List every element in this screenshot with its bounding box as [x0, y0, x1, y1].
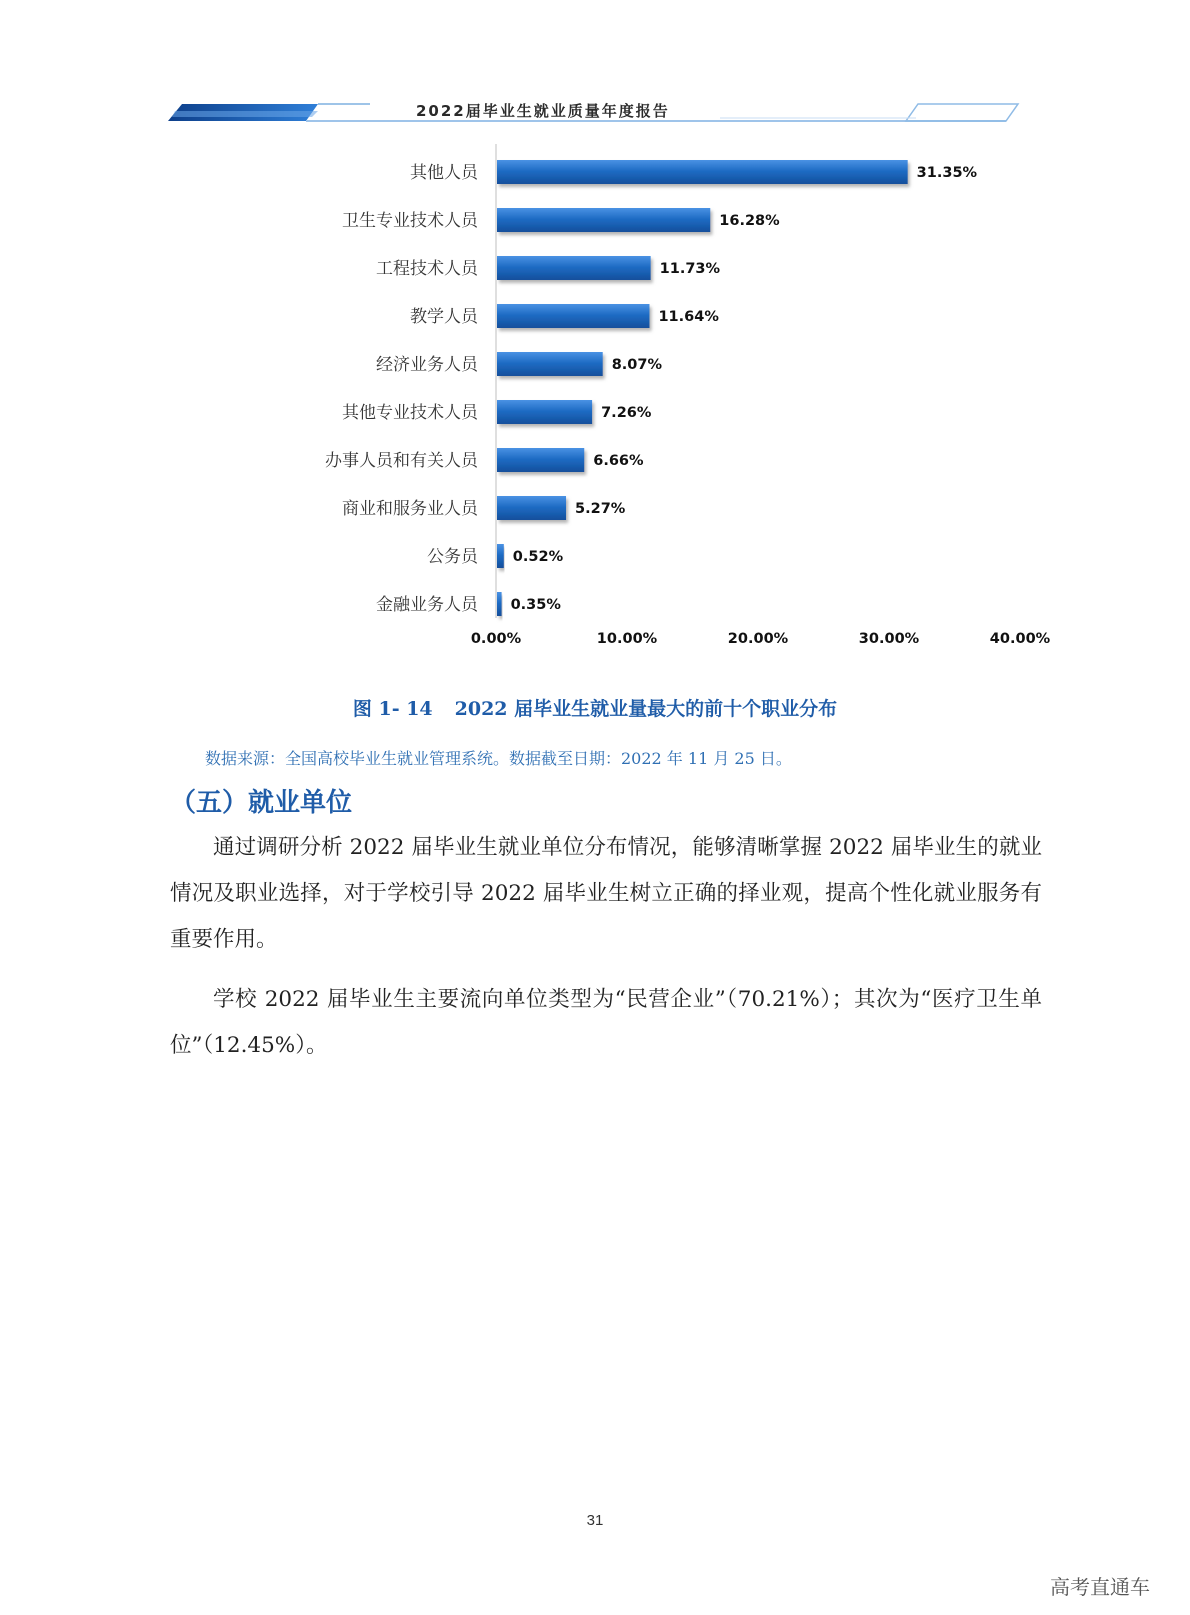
page-number: 31 — [586, 1512, 604, 1529]
bar — [497, 256, 651, 280]
watermark-text: 高考直通车 — [1050, 1575, 1150, 1599]
page-header — [0, 0, 1190, 140]
figure-caption — [0, 694, 1190, 721]
value-label: 11.73% — [659, 261, 721, 277]
value-label: 8.07% — [611, 357, 663, 373]
chart-svg — [0, 140, 1190, 670]
x-tick-label: 20.00% — [727, 631, 789, 647]
category-label: 公务员 — [427, 547, 478, 567]
x-tick-label: 40.00% — [989, 631, 1051, 647]
data-source-note: 数据来源：全国高校毕业生就业管理系统。数据截至日期：2022 年 11 月 25 日。 — [205, 749, 792, 768]
value-label: 16.28% — [719, 213, 780, 229]
bar — [497, 160, 908, 184]
category-label: 教学人员 — [410, 307, 478, 327]
category-label: 办事人员和有关人员 — [325, 451, 478, 471]
value-label: 0.35% — [510, 597, 561, 613]
category-label: 卫生专业技术人员 — [342, 211, 478, 231]
value-label: 0.52% — [512, 549, 564, 565]
figure-caption-text: 2022 届毕业生就业量最大的前十个职业分布 — [454, 698, 838, 720]
category-label: 工程技术人员 — [376, 259, 478, 279]
section-heading: （五）就业单位 — [170, 788, 353, 818]
figure-number: 图 1- 14 — [352, 698, 433, 720]
bar — [497, 400, 592, 424]
value-label: 11.64% — [658, 309, 719, 325]
category-label: 经济业务人员 — [376, 355, 478, 375]
bar — [497, 208, 710, 232]
x-tick-label: 30.00% — [858, 631, 920, 647]
body-paragraph-1: 通过调研分析 2022 届毕业生就业单位分布情况，能够清晰掌握 2022 届毕业生的就业情况及职业选择，对于学校引导 2022 届毕业生树立正确的择业观，提高个性化就业服务有重要作用。 — [170, 835, 1042, 952]
header-title: 2022届毕业生就业质量年度报告 — [416, 102, 670, 120]
value-label: 7.26% — [601, 405, 652, 421]
bar — [497, 544, 504, 568]
category-label: 其他专业技术人员 — [342, 403, 478, 423]
bar — [497, 352, 603, 376]
header-right-frame — [906, 104, 1018, 121]
bar — [497, 592, 502, 616]
category-label: 其他人员 — [410, 163, 478, 183]
occupation-bar-chart — [0, 140, 1190, 670]
value-label: 6.66% — [593, 453, 644, 469]
bar — [497, 304, 649, 328]
bar — [497, 448, 584, 472]
category-label: 商业和服务业人员 — [342, 499, 478, 519]
body-paragraph-2: 学校 2022 届毕业生主要流向单位类型为“民营企业”（70.21%）；其次为“医疗卫生单位”（12.45%）。 — [170, 987, 1042, 1058]
value-label: 31.35% — [916, 165, 978, 181]
value-label: 5.27% — [575, 501, 626, 517]
bar — [497, 496, 566, 520]
x-tick-label: 10.00% — [596, 631, 658, 647]
category-label: 金融业务人员 — [376, 595, 478, 615]
x-tick-label: 0.00% — [470, 631, 522, 647]
